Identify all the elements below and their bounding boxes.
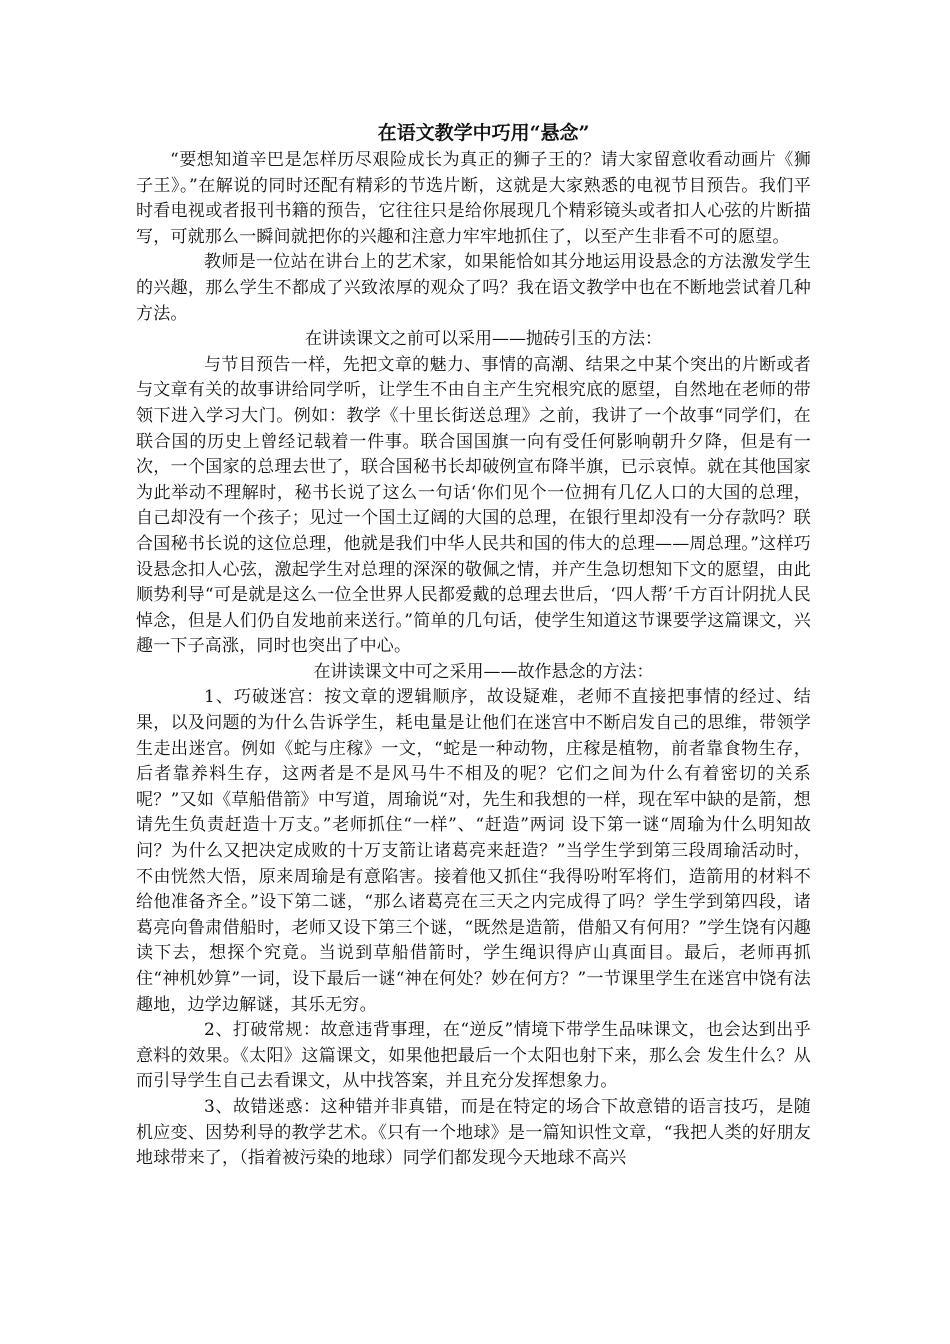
list-item-maze: 1、巧破迷宫：按文章的逻辑顺序，故设疑难，老师不直接把事情的经过、结果，以及问题的为什么告诉学生，耗电量是让他们在迷宫中不断启发自己的思维，带领学生走出迷宫。例如《蛇与庄稼》一文，“蛇是一种动物，庄稼是植物，前者靠食物生存，后者靠养料生存，这两者是不是风马牛不相及的呢？它们之间为什么有着密切的关系呢？”又如《草船借箭》中写道，周瑜说“对，先生和我想的一样，现在军中缺的是箭，想请先生负责赶造十万支。”老师抓住“一样”、“赶造”两词 设下第一谜“周瑜为什么明知故问？为什么又把决定成败的十万支箭让诸葛亮来赶造？”当学生学到第三段周瑜活动时，不由恍然大悟，原来周瑜是有意陷害。接着他又抓住“我得吩咐军将们，造箭用的材料不给他准备齐全。”设下第二谜，“那么诸葛亮在三天之内完成得了吗？学生学到第四段，诸葛亮向鲁肃借船时，老师又设下第三个谜，“既然是造箭，借船又有何用？”学生饶有闪趣读下去，想探个究竟。当说到草船借箭时，学生绳识得庐山真面目。最后，老师再抓住“神机妙算”一词，设下最后一谜“神在何处？妙在何方？”一节课里学生在迷宫中饶有法趣地，边学边解谜，其乐无穷。 — [136, 687, 811, 1015]
paragraph-before-reading: 与节目预告一样，先把文章的魅力、事情的高潮、结果之中某个突出的片断或者与文章有关的故事讲给同学听，让学生不由自主产生究根究底的愿望，自然地在老师的带领下进入学习大门。例如：教学《十里长街送总理》之前，我讲了一个故事“同学们，在联合国的历史上曾经记载着一件事。联合国国旗一向有受任何影响朝升夕降，但是有一次，一个国家的总理去世了，联合国秘书长却破例宣布降半旗，已示哀悼。就在其他国家为此举动不理解时，秘书长说了这么一句话‘你们见个一位拥有几亿人口的大国的总理，自己却没有一个孩子；见过一个国土辽阔的大国的总理，在银行里却没有一分存款吗？联合国秘书长说的这位总理，他就是我们中华人民共和国的伟大的总理——周总理。”这样巧设悬念扣人心弦，激起学生对总理的深深的敬佩之情，并产生急切想知下文的愿望，由此顺势利导“可是就是这么一位全世界人民都爱戴的总理去世后，‘四人帮’千方百计阴扰人民悼念，但是人们仍自发地前来送行。”简单的几句话，使学生知道这节课要学这篇课文，兴趣一下子高涨，同时也突出了中心。 — [136, 354, 811, 657]
section-heading-before-reading: 在讲读课文之前可以采用——抛砖引玉的方法： — [305, 329, 662, 350]
document-page — [136, 120, 811, 1172]
paragraph-intro: “要想知道辛巴是怎样历尽艰险成长为真正的狮子王的？请大家留意收看动画片《狮子王》。”在解说的同时还配有精彩的节选片断，这就是大家熟悉的电视节目预告。我们平时看电视或者报刊书籍的预告，它往往只是给你展现几个精彩镜头或者扣人心弦的片断描写，可就那么一瞬间就把你的兴趣和注意力牢牢地抓住了，以至产生非看不可的愿望。 — [136, 150, 811, 247]
list-item-deliberate-error: 3、故错迷惑：这种错并非真错，而是在特定的场合下故意错的语言技巧，是随机应变、因势利导的教学艺术。《只有一个地球》是一篇知识性文章，“我把人类的好朋友地球带来了，（指着被污染的地球）同学们都发现今天地球不高兴 — [136, 1096, 811, 1169]
paragraph-teacher: 教师是一位站在讲台上的艺术家，如果能恰如其分地运用设悬念的方法激发学生的兴趣，那么学生不都成了兴致浓厚的观众了吗？我在语文教学中也在不断地尝试着几种方法。 — [136, 252, 811, 324]
document-title: 在语文教学中巧用“悬念” — [377, 122, 590, 144]
section-heading-during-reading: 在讲读课文中可之采用——故作悬念的方法： — [313, 661, 654, 682]
list-item-break-rules: 2、打破常规：故意违背事理，在“逆反”情境下带学生品味课文，也会达到出乎意料的效果。《太阳》这篇课文，如果他把最后一个太阳也射下来，那么会 发生什么？从而引导学生自己去看课文，从中找答案，并且充分发挥想象力。 — [136, 1020, 811, 1092]
